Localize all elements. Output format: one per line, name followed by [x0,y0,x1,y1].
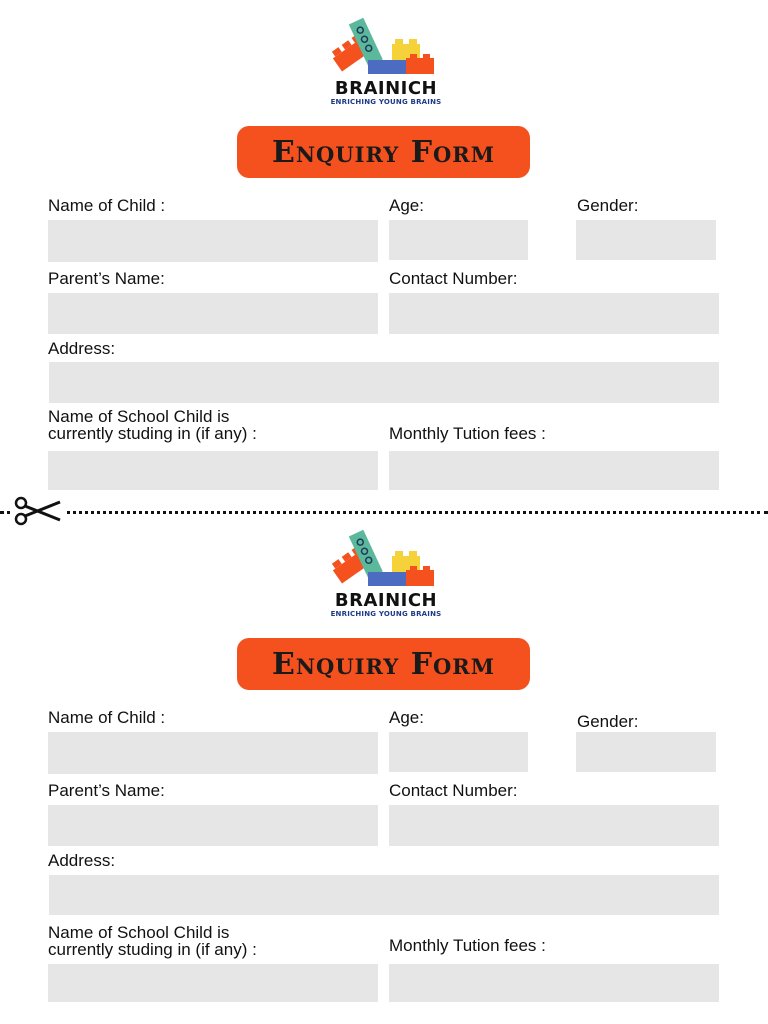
school-name-field[interactable] [48,964,378,1002]
brand-logo [328,12,448,112]
contact-number-field[interactable] [389,293,719,334]
brand-tagline: ENRICHING YOUNG BRAINS [330,98,442,106]
school-name-label-line1: Name of School Child is [48,407,230,426]
age-label: Age: [389,196,424,215]
monthly-fees-label: Monthly Tution fees : [389,424,546,443]
name-of-child-field[interactable] [48,732,378,774]
brand-logo [328,524,448,624]
contact-number-label: Contact Number: [389,269,518,288]
brand-tagline: ENRICHING YOUNG BRAINS [330,610,442,618]
gender-field[interactable] [576,732,716,772]
lego-blocks-logo-icon [328,12,448,80]
parents-name-field[interactable] [48,805,378,846]
name-of-child-label: Name of Child : [48,196,166,215]
age-label: Age: [389,708,424,727]
school-name-label-line2: currently studing in (if any) : [48,424,257,443]
monthly-fees-field[interactable] [389,964,719,1002]
monthly-fees-label: Monthly Tution fees : [389,936,546,955]
gender-label: Gender: [577,196,639,215]
gender-label: Gender: [577,712,639,731]
parents-name-label: Parent’s Name: [48,269,165,288]
lego-blocks-logo-icon [328,524,448,592]
school-name-field[interactable] [48,451,378,490]
age-field[interactable] [389,220,528,260]
form-title-banner [237,638,530,690]
age-field[interactable] [389,732,528,772]
name-of-child-field[interactable] [48,220,378,262]
contact-number-field[interactable] [389,805,719,846]
parents-name-label: Parent’s Name: [48,781,165,800]
form-title: Enquiry Form [271,134,496,170]
school-name-label-line1: Name of School Child is [48,923,230,942]
brand-name: BRAINICH [334,590,438,611]
address-field[interactable] [49,362,719,403]
school-name-label-line2: currently studing in (if any) : [48,940,257,959]
address-label: Address: [48,339,116,358]
enquiry-form-bottom [0,512,768,1024]
gender-field[interactable] [576,220,716,260]
parents-name-field[interactable] [48,293,378,334]
address-field[interactable] [49,875,719,915]
contact-number-label: Contact Number: [389,781,518,800]
brand-name: BRAINICH [334,78,438,99]
address-label: Address: [48,851,116,870]
form-title: Enquiry Form [271,646,496,682]
monthly-fees-field[interactable] [389,451,719,490]
name-of-child-label: Name of Child : [48,708,166,727]
form-title-banner [237,126,530,178]
